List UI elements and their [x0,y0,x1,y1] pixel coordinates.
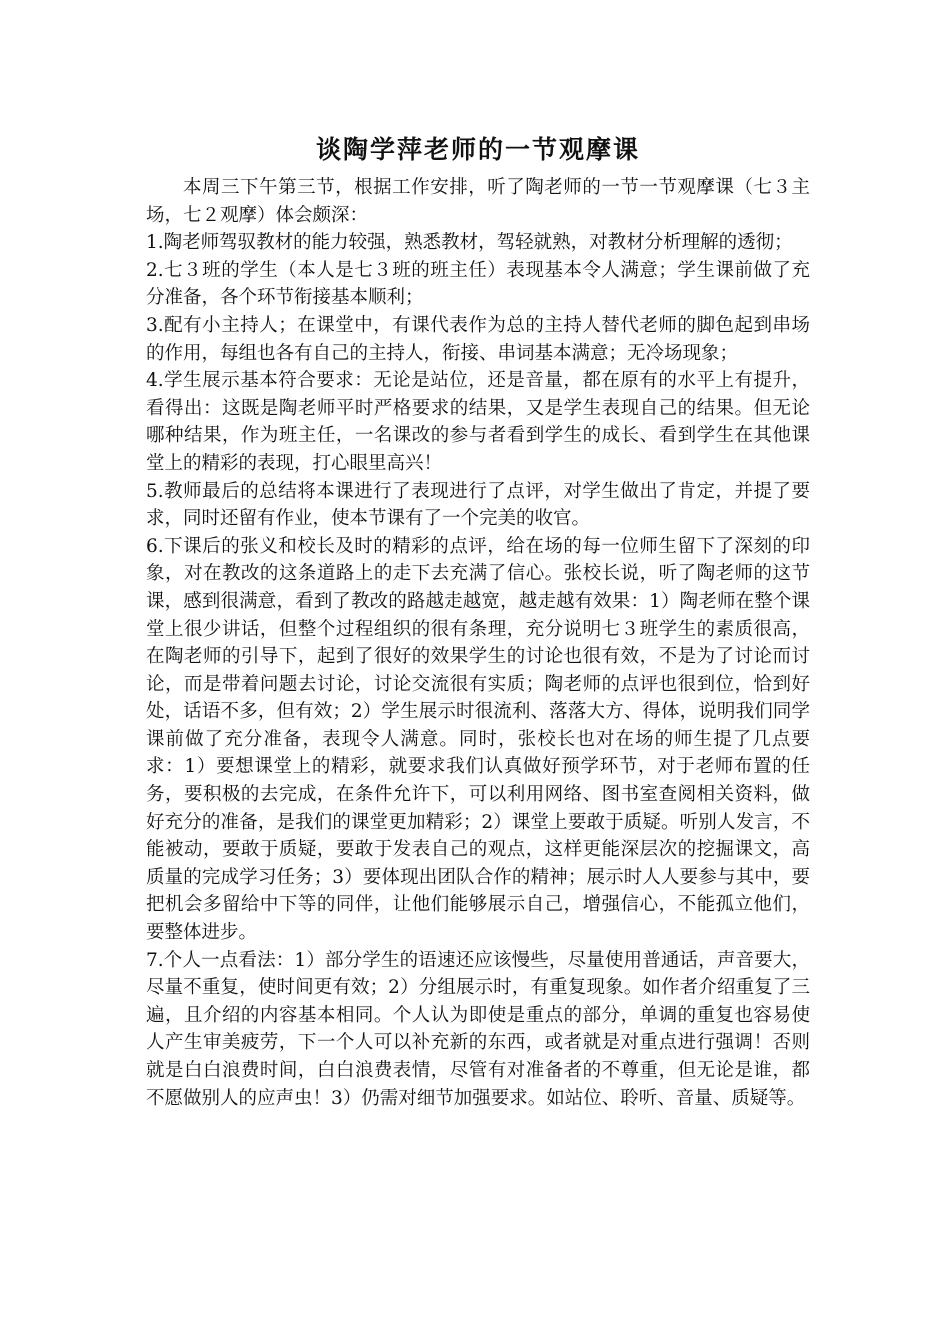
point-7-paragraph: 7.个人一点看法：1）部分学生的语速还应该慢些，尽量使用普通话，声音要大，尽量不重复，使时间更有效；2）分组展示时，有重复现象。如作者介绍重复了三遍，且介绍的内容基本相同。个人认为即使是重点的部分，单调的重复也容易使人产生审美疲劳，下一个人可以补充新的东西，或者就是对重点进行强调！否则就是白白浪费时间，白白浪费表情，尽管有对准备者的不尊重，但无论是谁，都不愿做别人的应声虫！3）仍需对细节加强要求。如站位、聆听、音量、质疑等。 [146,949,810,1109]
point-2-paragraph: 2.七３班的学生（本人是七３班的班主任）表现基本令人满意；学生课前做了充分准备，各个环节衔接基本顺利； [146,259,810,309]
point-6-paragraph: 6.下课后的张义和校长及时的精彩的点评，给在场的每一位师生留下了深刻的印象，对在教改的这条道路上的走下去充满了信心。张校长说，听了陶老师的这节课，感到很满意，看到了教改的路越走越宽，越走越有效果：1）陶老师在整个课堂上很少讲话，但整个过程组织的很有条理，充分说明七３班学生的素质很高，在陶老师的引导下，起到了很好的效果学生的讨论也很有效，不是为了讨论而讨论，而是带着问题去讨论，讨论交流很有实质；陶老师的点评也很到位，恰到好处，话语不多，但有效；2）学生展示时很流利、落落大方、得体，说明我们同学课前做了充分准备，表现令人满意。同时，张校长也对在场的师生提了几点要求：1）要想课堂上的精彩，就要求我们认真做好预学环节，对于老师布置的任务，要积极的去完成，在条件允许下，可以利用网络、图书室查阅相关资料，做好充分的准备，是我们的课堂更加精彩；2）课堂上要敢于质疑。听别人发言，不能被动，要敢于质疑，要敢于发表自己的观点，这样更能深层次的挖掘课文，高质量的完成学习任务；3）要体现出团队合作的精神；展示时人人要参与其中，要把机会多留给中下等的同伴，让他们能够展示自己，增强信心，不能孤立他们，要整体进步。 [146,535,810,944]
point-1-paragraph: 1.陶老师驾驭教材的能力较强，熟悉教材，驾轻就熟，对教材分析理解的透彻； [146,232,793,254]
document-body [146,130,810,1112]
point-3-paragraph: 3.配有小主持人；在课堂中，有课代表作为总的主持人替代老师的脚色起到串场的作用，每组也各有自己的主持人，衔接、串词基本满意；无冷场现象； [146,314,810,364]
point-4-paragraph: 4.学生展示基本符合要求：无论是站位，还是音量，都在原有的水平上有提升，看得出：这既是陶老师平时严格要求的结果，又是学生表现自己的结果。但无论哪种结果，作为班主任，一名课改的参与者看到学生的成长、看到学生在其他课堂上的精彩的表现，打心眼里高兴！ [146,370,810,474]
document-title: 谈陶学萍老师的一节观摩课 [315,135,640,164]
point-5-paragraph: 5.教师最后的总结将本课进行了表现进行了点评，对学生做出了肯定，并提了要求，同时还留有作业，使本节课有了一个完美的收官。 [146,480,810,530]
intro-paragraph: 本周三下午第三节，根据工作安排，听了陶老师的一节一节观摩课（七３主场，七２观摩）体会颇深： [146,177,810,226]
